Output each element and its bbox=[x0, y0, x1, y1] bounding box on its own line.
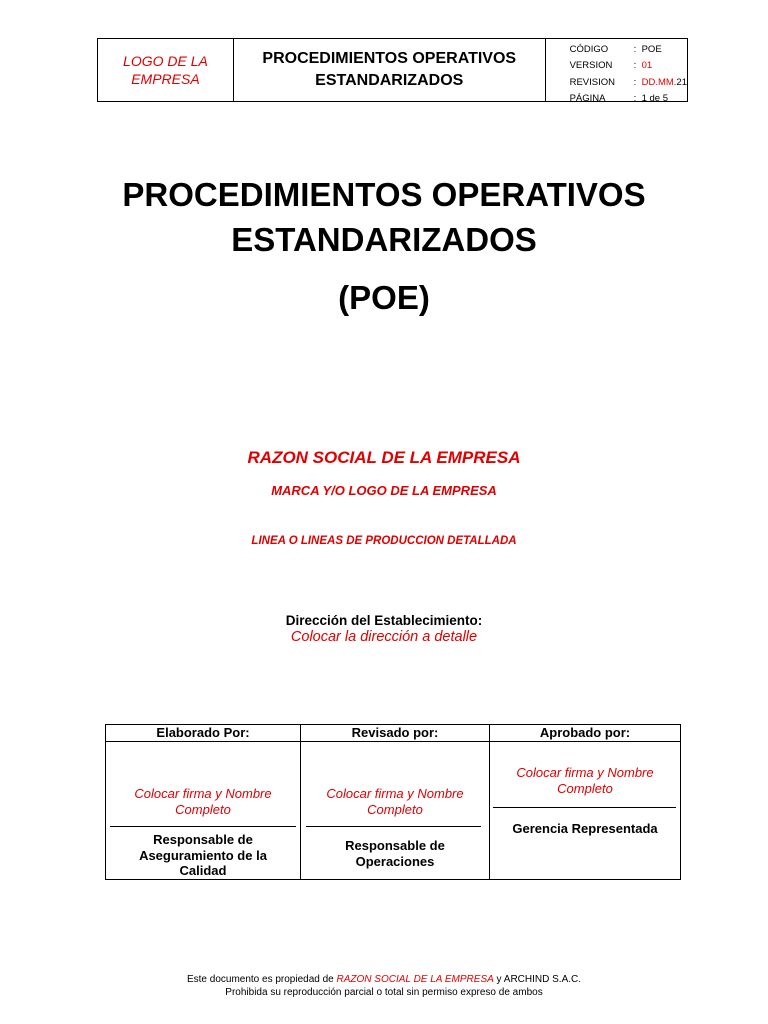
signature-placeholder bbox=[301, 786, 489, 817]
signature-role bbox=[301, 838, 489, 869]
meta-separator: : bbox=[633, 60, 637, 72]
header-title-line2: ESTANDARIZADOS bbox=[315, 72, 464, 89]
logo-text: LOGO DE LA EMPRESA bbox=[123, 53, 208, 87]
meta-value: 01 bbox=[641, 60, 653, 72]
signature-header: Aprobado por: bbox=[490, 725, 680, 742]
signature-header: Elaborado Por: bbox=[106, 725, 300, 742]
meta-row-page bbox=[570, 91, 687, 108]
meta-value: 1 de 5 bbox=[641, 93, 669, 105]
signature-role-line1: Gerencia Representada bbox=[512, 821, 658, 836]
signature-role bbox=[490, 821, 680, 837]
signature-column-reviewed bbox=[300, 725, 489, 879]
signature-column-approved bbox=[489, 725, 680, 879]
document-header bbox=[97, 38, 688, 105]
address-value: Colocar la dirección a detalle bbox=[290, 629, 478, 645]
signature-role-line3: Calidad bbox=[179, 863, 227, 878]
meta-separator: : bbox=[633, 43, 637, 55]
address-label: Dirección del Establecimiento: bbox=[285, 613, 483, 628]
header-title bbox=[234, 39, 546, 101]
signature-placeholder-line2: Completo bbox=[557, 780, 613, 796]
meta-separator: : bbox=[633, 76, 637, 88]
meta-value-year: 21 bbox=[676, 76, 687, 88]
signature-role-line1: Responsable de bbox=[345, 838, 445, 853]
brand-text: MARCA Y/O LOGO DE LA EMPRESA bbox=[271, 483, 497, 498]
document-metadata bbox=[546, 39, 687, 105]
meta-key: VERSION bbox=[569, 60, 613, 72]
meta-value-placeholder: DD.MM. bbox=[641, 76, 677, 88]
meta-key: PÁGINA bbox=[569, 93, 606, 105]
meta-separator: : bbox=[633, 93, 637, 105]
cover-abbreviation: (POE) bbox=[338, 279, 430, 316]
signature-line bbox=[110, 826, 296, 827]
signature-placeholder bbox=[106, 786, 300, 817]
signature-role-line2: Aseguramiento de la bbox=[139, 847, 267, 863]
meta-key: CÓDIGO bbox=[569, 43, 609, 55]
signature-role bbox=[106, 832, 300, 879]
signature-placeholder-line1: Colocar firma y Nombre bbox=[326, 786, 464, 801]
meta-row-revision bbox=[570, 74, 687, 91]
footer-copyright-notice: Prohibida su reproducción parcial o total sin permiso expreso de ambos bbox=[225, 987, 543, 998]
meta-value bbox=[642, 77, 687, 88]
signature-role-line1: Responsable de bbox=[153, 832, 253, 847]
footer-company: RAZON SOCIAL DE LA EMPRESA bbox=[336, 974, 494, 985]
footer-prefix: Este documento es propiedad de bbox=[186, 974, 337, 985]
signature-line bbox=[306, 826, 481, 827]
footer-ownership bbox=[0, 973, 768, 986]
company-name: RAZON SOCIAL DE LA EMPRESA bbox=[247, 448, 521, 467]
cover-title-line1: PROCEDIMIENTOS OPERATIVOS bbox=[122, 176, 646, 213]
production-lines: LINEA O LINEAS DE PRODUCCION DETALLADA bbox=[251, 535, 517, 547]
document-footer bbox=[0, 973, 768, 999]
meta-value: POE bbox=[641, 43, 662, 55]
meta-key: REVISION bbox=[569, 76, 615, 88]
signature-line bbox=[493, 807, 676, 808]
signature-role-line2: Operaciones bbox=[355, 853, 435, 869]
signature-placeholder-line2: Completo bbox=[367, 801, 423, 817]
meta-row-version bbox=[570, 58, 687, 75]
signature-header: Revisado por: bbox=[301, 725, 489, 742]
signature-table bbox=[105, 724, 681, 880]
footer-suffix: y ARCHIND S.A.C. bbox=[493, 974, 582, 985]
signature-placeholder-line1: Colocar firma y Nombre bbox=[134, 786, 272, 801]
signature-column-prepared bbox=[106, 725, 300, 879]
cover-title-line2: ESTANDARIZADOS bbox=[231, 221, 537, 258]
signature-placeholder bbox=[490, 765, 680, 796]
header-title-line1: PROCEDIMIENTOS OPERATIVOS bbox=[262, 50, 517, 67]
cover-title bbox=[0, 172, 768, 262]
signature-placeholder-line2: Completo bbox=[175, 801, 231, 817]
company-logo-placeholder bbox=[98, 39, 234, 101]
signature-placeholder-line1: Colocar firma y Nombre bbox=[516, 765, 654, 780]
meta-row-code bbox=[570, 41, 687, 58]
